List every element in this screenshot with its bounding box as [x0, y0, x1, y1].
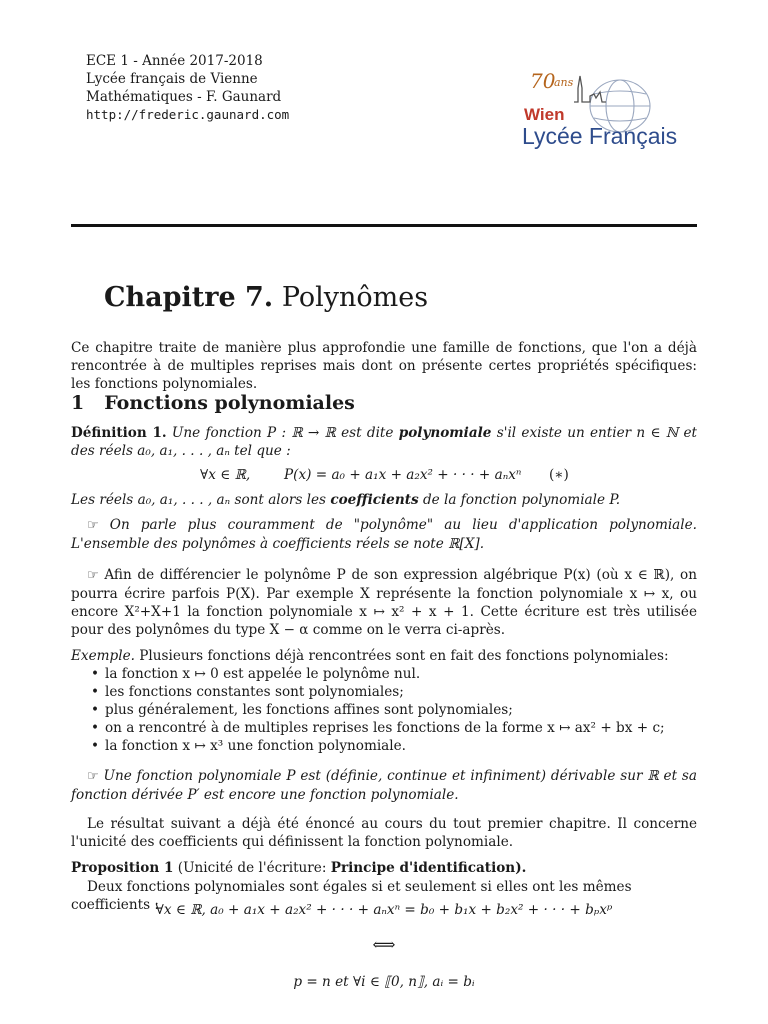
- remark-notation: [71, 566, 697, 639]
- identification-formula: ∀x ∈ ℝ, a₀ + a₁x + a₂x² + · · · + aₙxⁿ = b₀ + b₁x + b₂x² + · · · + bₚxᵖ: [155, 902, 613, 918]
- header-course: ECE 1 - Année 2017-2018: [86, 53, 263, 69]
- formula-quantifier: ∀x ∈ ℝ,: [200, 467, 251, 483]
- proposition-statement: Deux fonctions polynomiales sont égales si et seulement si elles ont les mêmes coefficients :: [71, 879, 632, 913]
- uniqueness-paragraph: Le résultat suivant a déjà été énoncé au cours du tout premier chapitre. Il concerne l'unicité des coefficients qui définissent la fonction polynomiale.: [71, 816, 697, 850]
- remark-polynome: [71, 516, 697, 553]
- definition-text-b: s'il existe un entier n ∈ ℕ et des réels a₀, a₁, . . . , aₙ tel que :: [71, 425, 697, 459]
- pointing-hand-icon: ☞: [87, 568, 99, 583]
- chapter-title: [104, 282, 428, 313]
- remark-derivative: [71, 767, 697, 804]
- logo-years: 70: [530, 69, 556, 93]
- list-item: • la fonction x ↦ 0 est appelée le polynôme nul.: [105, 665, 697, 683]
- example-list: [71, 665, 697, 755]
- definition-after: [71, 491, 697, 509]
- definition-formula: [71, 466, 697, 484]
- intro-paragraph: Ce chapitre traite de manière plus approfondie une famille de fonctions, que l'on a déjà rencontrée à de multiples reprises mais dont on présente certes propriétés spécifiques: les fonctions polynomiales.: [71, 340, 697, 392]
- logo-name: Lycée Français: [522, 123, 678, 149]
- definition-keyword: polynomiale: [398, 425, 492, 441]
- example-block: [71, 647, 697, 755]
- list-item: • les fonctions constantes sont polynomiales;: [105, 683, 697, 701]
- lycee-logo: [516, 58, 692, 170]
- proposition-label: Proposition 1: [71, 860, 174, 876]
- header-url[interactable]: http://frederic.gaunard.com: [86, 107, 290, 122]
- definition-after-a: Les réels a₀, a₁, . . . , aₙ sont alors les: [71, 492, 331, 508]
- list-item: • la fonction x ↦ x³ une fonction polynomiale.: [105, 737, 697, 755]
- proposition-heading: [71, 859, 697, 877]
- example-text: Plusieurs fonctions déjà rencontrées sont en fait des fonctions polynomiales:: [134, 648, 669, 664]
- formula-tag: (∗): [549, 467, 569, 483]
- list-item: • on a rencontré à de multiples reprises les fonctions de la forme x ↦ ax² + bx + c;: [105, 719, 697, 737]
- logo-ans: ans: [554, 76, 574, 89]
- header-teacher: Mathématiques - F. Gaunard: [86, 89, 282, 105]
- header-info: [86, 52, 289, 124]
- definition-after-keyword: coefficients: [330, 492, 419, 508]
- definition-block: [71, 424, 697, 460]
- chapter-name: Polynômes: [281, 282, 429, 313]
- remark-derivative-text: Une fonction polynomiale P est (définie, continue et infiniment) dérivable sur ℝ et sa fonction dérivée P′ est encore une fonction polynomiale.: [71, 768, 697, 803]
- header-rule: [71, 224, 697, 227]
- chapter-number: Chapitre 7.: [104, 282, 274, 313]
- equivalence-symbol: ⟺: [372, 935, 396, 954]
- section-title: Fonctions polynomiales: [104, 392, 355, 414]
- remark-notation-text: Afin de différencier le polynôme P de son expression algébrique P(x) (où x ∈ ℝ), on pourra écrire parfois P(X). Par exemple X représente la fonction polynomiale x ↦ x, ou encore X²+X+1 la fonction polynomiale x ↦ x² + x + 1. Cette écriture est très utilisée pour des polynômes du type X − α comme on le verra ci-après.: [71, 567, 697, 638]
- remark-polynome-text: On parle plus couramment de "polynôme" au lieu d'application polynomiale. L'ensemble des polynômes à coefficients réels se note ℝ[X].: [71, 517, 697, 552]
- example-label: Exemple.: [71, 648, 135, 664]
- identification-condition: p = n et ∀i ∈ ⟦0, n⟧, aᵢ = bᵢ: [293, 974, 475, 990]
- definition-after-b: de la fonction polynomiale P.: [418, 492, 621, 508]
- section-number: 1: [71, 392, 85, 414]
- list-item: • plus généralement, les fonctions affines sont polynomiales;: [105, 701, 697, 719]
- section-heading: [71, 392, 697, 414]
- logo-city: Wien: [524, 105, 565, 124]
- formula-polynomial: P(x) = a₀ + a₁x + a₂x² + · · · + aₙxⁿ: [284, 467, 522, 483]
- definition-text-a: Une fonction P : ℝ → ℝ est dite: [171, 425, 399, 441]
- pointing-hand-icon: ☞: [87, 518, 99, 533]
- pointing-hand-icon: ☞: [87, 769, 99, 784]
- proposition-principle: Principe d'identification: [330, 860, 516, 876]
- proposition-paren-b: ).: [515, 860, 527, 876]
- definition-label: Définition 1.: [71, 425, 167, 441]
- proposition-paren-a: (Unicité de l'écriture:: [177, 860, 331, 876]
- header-school: Lycée français de Vienne: [86, 71, 258, 87]
